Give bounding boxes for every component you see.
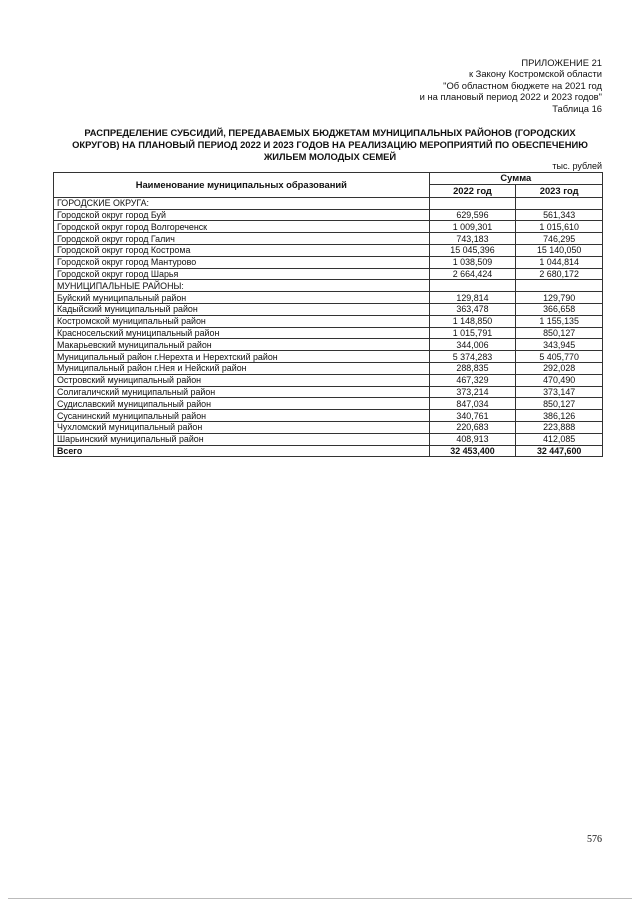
title-line: РАСПРЕДЕЛЕНИЕ СУБСИДИЙ, ПЕРЕДАВАЕМЫХ БЮДЖЕТАМ МУНИЦИПАЛЬНЫХ РАЙОНОВ (ГОРОДСКИХ [84,127,576,138]
cell-2023 [516,280,603,292]
table-row [54,244,603,256]
cell-2022: 1 148,850 [429,315,516,327]
cell-name: Макарьевский муниципальный район [54,339,430,351]
column-header-2023: 2023 год [516,184,603,197]
cell-name: Городской округ город Мантурово [54,256,430,268]
cell-name: Буйский муниципальный район [54,292,430,304]
table-body [54,197,603,457]
cell-name: Всего [54,445,430,457]
table-row [54,410,603,422]
appendix-line: и на плановый период 2022 и 2023 годов" [419,91,602,103]
cell-name: Судиславский муниципальный район [54,398,430,410]
table-row [54,292,603,304]
appendix-line: к Закону Костромской области [468,68,602,80]
cell-2023: 5 405,770 [516,351,603,363]
cell-2023: 15 140,050 [516,244,603,256]
cell-2022 [429,197,516,209]
cell-2022: 467,329 [429,374,516,386]
document-title [60,127,600,162]
cell-name: Островский муниципальный район [54,374,430,386]
table-row [54,433,603,445]
cell-2023: 1 155,135 [516,315,603,327]
table-row [54,339,603,351]
table-row [54,327,603,339]
appendix-line: "Об областном бюджете на 2021 год [443,79,602,91]
table-row [54,374,603,386]
table-row [54,256,603,268]
cell-2023: 343,945 [516,339,603,351]
table-row [54,303,603,315]
cell-2023: 129,790 [516,292,603,304]
cell-2022: 629,596 [429,209,516,221]
table-row [54,233,603,245]
table-number: Таблица 16 [552,102,602,114]
cell-2022: 743,183 [429,233,516,245]
table-total-row [54,445,603,457]
table-row [54,351,603,363]
cell-2023: 850,127 [516,398,603,410]
page-number: 576 [587,834,602,845]
bottom-divider [8,898,632,899]
cell-2022 [429,280,516,292]
subsidies-table [53,172,603,457]
title-line: ЖИЛЬЕМ МОЛОДЫХ СЕМЕЙ [263,150,397,162]
cell-name: Сусанинский муниципальный район [54,410,430,422]
cell-2023: 32 447,600 [516,445,603,457]
table-row [54,221,603,233]
cell-2022: 5 374,283 [429,351,516,363]
cell-2023: 850,127 [516,327,603,339]
table-row [54,398,603,410]
cell-2023: 223,888 [516,421,603,433]
cell-2022: 1 009,301 [429,221,516,233]
table-row [54,268,603,280]
cell-name: Кадыйский муниципальный район [54,303,430,315]
cell-2023: 412,085 [516,433,603,445]
cell-2022: 373,214 [429,386,516,398]
cell-name: Шарьинский муниципальный район [54,433,430,445]
cell-name: Городской округ город Буй [54,209,430,221]
column-header-2022: 2022 год [429,184,516,197]
cell-2023: 386,126 [516,410,603,422]
table-row [54,315,603,327]
column-header-sum: Сумма [429,173,602,185]
appendix-header [420,57,602,114]
cell-2023: 373,147 [516,386,603,398]
table-row [54,280,603,292]
table-header-row [54,173,603,185]
cell-name: Городской округ город Волгореченск [54,221,430,233]
cell-name: Муниципальный район г.Нея и Нейский район [54,362,430,374]
cell-name: Чухломский муниципальный район [54,421,430,433]
cell-name: Городской округ город Галич [54,233,430,245]
cell-2023: 561,343 [516,209,603,221]
table-row [54,421,603,433]
table-row [54,209,603,221]
cell-name: Костромской муниципальный район [54,315,430,327]
cell-2023: 470,490 [516,374,603,386]
cell-2022: 129,814 [429,292,516,304]
cell-name: Солигаличский муниципальный район [54,386,430,398]
cell-name: МУНИЦИПАЛЬНЫЕ РАЙОНЫ: [54,280,430,292]
cell-2022: 288,835 [429,362,516,374]
cell-name: Городской округ город Шарья [54,268,430,280]
table-row [54,362,603,374]
cell-2023: 366,658 [516,303,603,315]
cell-2022: 344,006 [429,339,516,351]
cell-2022: 363,478 [429,303,516,315]
table-row [54,197,603,209]
title-line: ОКРУГОВ) НА ПЛАНОВЫЙ ПЕРИОД 2022 И 2023 ГОДОВ НА РЕАЛИЗАЦИЮ МЕРОПРИЯТИЙ ПО ОБЕСПЕЧЕНИЮ [72,138,588,150]
cell-2022: 408,913 [429,433,516,445]
cell-2023 [516,197,603,209]
cell-2023: 2 680,172 [516,268,603,280]
cell-2022: 340,761 [429,410,516,422]
appendix-line: ПРИЛОЖЕНИЕ 21 [521,57,602,68]
cell-2022: 2 664,424 [429,268,516,280]
cell-2022: 32 453,400 [429,445,516,457]
units-label: тыс. рублей [552,161,602,171]
cell-name: ГОРОДСКИЕ ОКРУГА: [54,197,430,209]
cell-2022: 15 045,396 [429,244,516,256]
cell-2022: 220,683 [429,421,516,433]
cell-2023: 1 015,610 [516,221,603,233]
column-header-name: Наименование муниципальных образований [54,173,430,198]
cell-2023: 1 044,814 [516,256,603,268]
cell-name: Городской округ город Кострома [54,244,430,256]
cell-2022: 847,034 [429,398,516,410]
cell-name: Красносельский муниципальный район [54,327,430,339]
table-row [54,386,603,398]
cell-2023: 746,295 [516,233,603,245]
cell-2022: 1 038,509 [429,256,516,268]
cell-2022: 1 015,791 [429,327,516,339]
cell-2023: 292,028 [516,362,603,374]
cell-name: Муниципальный район г.Нерехта и Нерехтский район [54,351,430,363]
